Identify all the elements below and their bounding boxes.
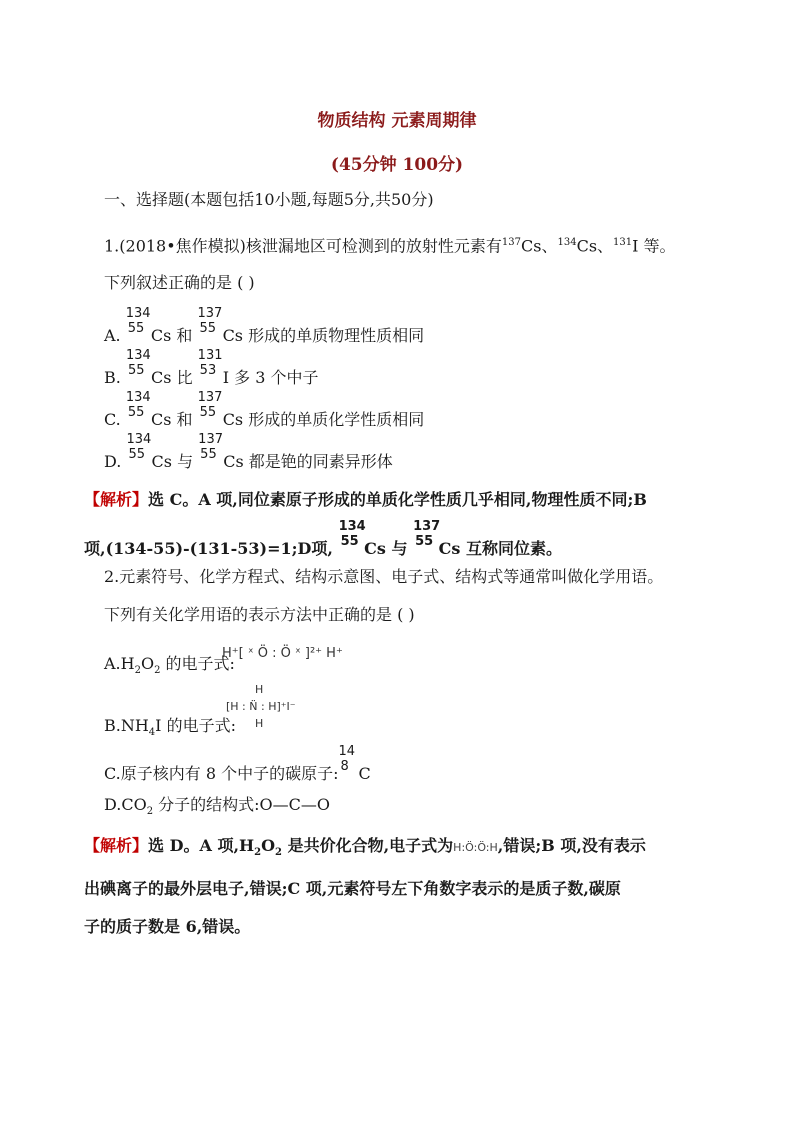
q2-analysis-line3: 子的质子数是 6,错误。: [84, 917, 251, 936]
nh4i-formula-top: H: [255, 683, 264, 696]
q2-analysis-line2: 出碘离子的最外层电子,错误;C 项,元素符号左下角数字表示的是质子数,碳原: [84, 879, 621, 898]
q2-option-a: $A.H_2O_2$ 的电子式:: [104, 654, 235, 677]
nuclide: 137 55: [197, 306, 223, 336]
q1-option-c: C. 134 55 Cs 和 137 55 Cs 形成的单质化学性质相同: [104, 390, 425, 429]
nuclide: 134 55: [125, 348, 151, 378]
nuclide: 137 55: [413, 519, 441, 549]
q2-option-b: $B.NH_4I$ 的电子式:: [104, 716, 236, 739]
nuclide: 137 55: [198, 432, 223, 462]
q2-analysis-line1: 【解析】选 D。A 项$,H_2O_2$ 是共价化合物,电子式为H:Ö:Ö:H,错误;B 项,没有表示: [84, 836, 646, 859]
q2-stem-line1: 2.元素符号、化学方程式、结构示意图、电子式、结构式等通常叫做化学用语。: [104, 567, 664, 586]
nh4i-electron-formula: [H : N̈ : H]⁺I⁻: [226, 700, 296, 713]
nuclide: 134 55: [338, 519, 366, 549]
nuclide: 134 55: [125, 390, 151, 420]
q1-option-a: A. 134 55 Cs 和 137 55 Cs 形成的单质物理性质相同: [104, 306, 425, 345]
nuclide: 131 53: [197, 348, 223, 378]
q2-stem-line2: 下列有关化学用语的表示方法中正确的是 ( ): [104, 605, 415, 624]
h2o2-electron-formula-wrong: H⁺[ ˣ Ö : Ö ˣ ]²⁺ H⁺: [222, 646, 343, 661]
nuclide: 134 55: [125, 306, 151, 336]
nuclide: 14 8: [338, 744, 356, 774]
h2o2-electron-formula: H:Ö:Ö:H: [453, 841, 498, 854]
nuclide: 137 55: [197, 390, 223, 420]
page-subtitle: (45分钟 100分): [330, 155, 464, 175]
q1-analysis-line1: 【解析】选 C。A 项,同位素原子形成的单质化学性质几乎相同,物理性质不同;B: [84, 490, 647, 509]
q1-stem-line2: 下列叙述正确的是 ( ): [104, 273, 255, 292]
nuclide: 134 55: [126, 432, 152, 462]
q1-analysis-line2: 项,(134-55)-(131-53)=1;D项, 134 55 Cs 与 137 55 Cs 互称同位素。: [84, 519, 562, 558]
page-title: 物质结构 元素周期律: [317, 111, 477, 131]
nh4i-formula-bottom: H: [255, 717, 264, 730]
q1-stem-line1: 1.(2018•焦作模拟)核泄漏地区可检测到的放射性元素有$^{137}$Cs、$^{134}$Cs、$^{131}$I 等。: [104, 236, 676, 256]
q1-option-d: D. 134 55 Cs 与 137 55 Cs 都是铯的同素异形体: [104, 432, 393, 471]
q2-option-c: C.原子核内有 8 个中子的碳原子: 14 8 C: [104, 744, 371, 783]
q1-option-b: B. 134 55 Cs 比 131 53 I 多 3 个中子: [104, 348, 319, 387]
q2-option-d: $D.CO_2$ 分子的结构式:O—C—O: [104, 795, 331, 818]
section-heading: 一、选择题(本题包括10小题,每题5分,共50分): [104, 190, 434, 209]
